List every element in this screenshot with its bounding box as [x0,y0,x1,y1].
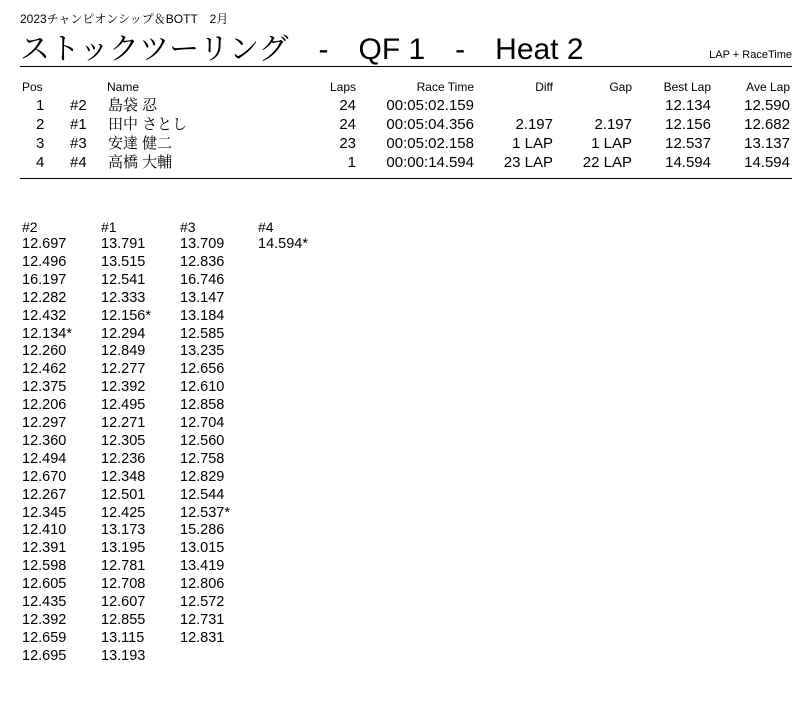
laps: 24 [339,116,356,133]
lap-time: 12.236 [101,450,146,467]
results-row [0,97,800,115]
gap: 2.197 [594,116,632,133]
col-header-best-lap: Best Lap [663,80,711,94]
lap-time: 12.855 [101,611,146,628]
race-time: 00:05:04.356 [386,116,474,133]
lap-time: 12.829 [180,468,225,485]
lap-time: 12.697 [22,236,67,252]
page-title: ストックツーリング - QF 1 - Heat 2 [20,33,584,66]
lap-time: 14.594* [258,236,308,252]
results-row [0,135,800,153]
lap-time: 12.425 [101,504,146,521]
lap-time: 13.173 [101,522,146,539]
lap-time: 16.197 [22,271,67,288]
lap-time: 12.598 [22,558,67,575]
diff: 23 LAP [503,154,553,171]
lap-time: 12.435 [22,594,67,610]
lap-column-header: #3 [180,219,196,235]
lap-time: 12.494 [22,450,67,467]
col-header-laps: Laps [329,80,356,94]
lap-time: 12.656 [180,361,225,378]
lap-time: 12.462 [22,361,67,378]
lap-time: 13.115 [101,629,145,646]
lap-time: 12.360 [22,432,67,449]
lap-column-header: #4 [258,219,274,235]
best-lap: 12.156 [665,116,711,133]
pos: 3 [36,135,45,152]
lap-time: 12.392 [101,379,146,396]
lap-time: 12.294 [101,325,146,342]
lap-time: 12.267 [22,486,67,503]
lap-time: 13.184 [180,307,225,324]
lap-time: 12.305 [101,432,146,449]
lap-time: 12.572 [180,594,225,610]
ave-lap: 14.594 [744,154,790,171]
event-name: 2023チャンピオンシップ＆BOTT 2月 [20,12,229,26]
lap-time: 12.277 [101,361,146,378]
race-time: 00:05:02.159 [386,97,474,114]
gap: 22 LAP [582,154,632,171]
lap-time: 13.235 [180,343,225,360]
lap-time: 13.515 [101,253,146,270]
laps: 1 [347,154,356,171]
lap-time: 12.585 [180,325,225,342]
lap-time: 12.541 [101,271,146,288]
lap-time: 12.560 [180,432,225,449]
lap-time: 12.495 [101,397,146,414]
col-header-diff: Diff [535,80,553,94]
lap-time: 12.297 [22,415,67,431]
col-header-pos: Pos [22,80,43,94]
lap-column-header: #1 [101,219,117,235]
driver-name: 田中 さとし [108,116,188,133]
lap-time: 12.831 [180,629,225,646]
race-time: 00:05:02.158 [386,135,474,152]
lap-time: 13.709 [180,236,225,252]
lap-column-header: #2 [22,219,38,235]
ave-lap: 12.682 [744,116,790,133]
col-header-gap: Gap [609,80,632,94]
lap-time: 12.260 [22,343,67,360]
results-row [0,116,800,134]
lap-time: 13.791 [101,236,146,252]
lap-time: 12.333 [101,289,146,306]
lap-time: 13.147 [180,289,225,306]
lap-time: 12.432 [22,307,67,324]
lap-time: 12.708 [101,576,146,593]
diff: 1 LAP [512,135,553,152]
lap-time: 13.193 [101,647,146,664]
ave-lap: 12.590 [744,97,790,114]
bottom-divider [20,178,792,179]
best-lap: 12.134 [665,97,711,114]
lap-time: 13.015 [180,540,225,557]
driver-name: 高橋 大輔 [108,154,173,171]
col-header-name: Name [107,80,140,94]
lap-time: 13.195 [101,540,146,557]
lap-time: 12.544 [180,486,225,503]
lap-time: 12.345 [22,504,67,521]
driver-name: 島袋 忍 [108,97,158,114]
lap-time: 12.496 [22,253,67,270]
laps: 23 [339,135,356,152]
diff: 2.197 [515,116,553,133]
car-number: #2 [70,97,87,114]
top-divider [20,66,792,67]
lap-time: 12.836 [180,253,225,270]
lap-time: 12.781 [101,558,146,575]
lap-time: 12.537* [180,504,230,521]
lap-time: 12.659 [22,629,67,646]
lap-time: 12.391 [22,540,67,557]
col-header-race-time: Race Time [416,80,474,94]
best-lap: 14.594 [665,154,711,171]
driver-name: 安達 健二 [108,135,173,152]
car-number: #4 [70,154,87,171]
best-lap: 12.537 [665,135,711,152]
lap-time: 12.375 [22,379,67,396]
ave-lap: 13.137 [744,135,790,152]
lap-time: 12.731 [180,611,225,628]
lap-time: 12.695 [22,647,67,664]
col-header-ave-lap: Ave Lap [746,80,790,94]
results-row [0,154,800,172]
lap-time: 16.746 [180,271,225,288]
lap-time: 12.134* [22,325,72,342]
lap-time: 12.271 [101,415,146,431]
gap: 1 LAP [591,135,632,152]
lap-time: 15.286 [180,522,225,539]
pos: 1 [36,97,45,114]
car-number: #3 [70,135,87,152]
lap-time: 12.858 [180,397,225,414]
lap-time: 12.282 [22,289,67,306]
lap-time: 12.348 [101,468,146,485]
pos: 2 [36,116,45,133]
lap-time: 12.410 [22,522,67,539]
lap-time: 13.419 [180,558,225,575]
lap-time: 12.156* [101,307,151,324]
lap-time: 12.501 [101,486,146,503]
lap-time: 12.610 [180,379,225,396]
lap-time: 12.605 [22,576,67,593]
pos: 4 [36,154,45,171]
car-number: #1 [70,116,87,133]
lap-time: 12.806 [180,576,225,593]
lap-time: 12.758 [180,450,225,467]
laps: 24 [339,97,356,114]
mode-label: LAP + RaceTime [709,49,792,61]
lap-time: 12.392 [22,611,67,628]
lap-time: 12.704 [180,415,225,431]
lap-time: 12.670 [22,468,67,485]
lap-time: 12.849 [101,343,146,360]
lap-time: 12.206 [22,397,67,414]
race-time: 00:00:14.594 [386,154,474,171]
lap-time: 12.607 [101,594,146,610]
